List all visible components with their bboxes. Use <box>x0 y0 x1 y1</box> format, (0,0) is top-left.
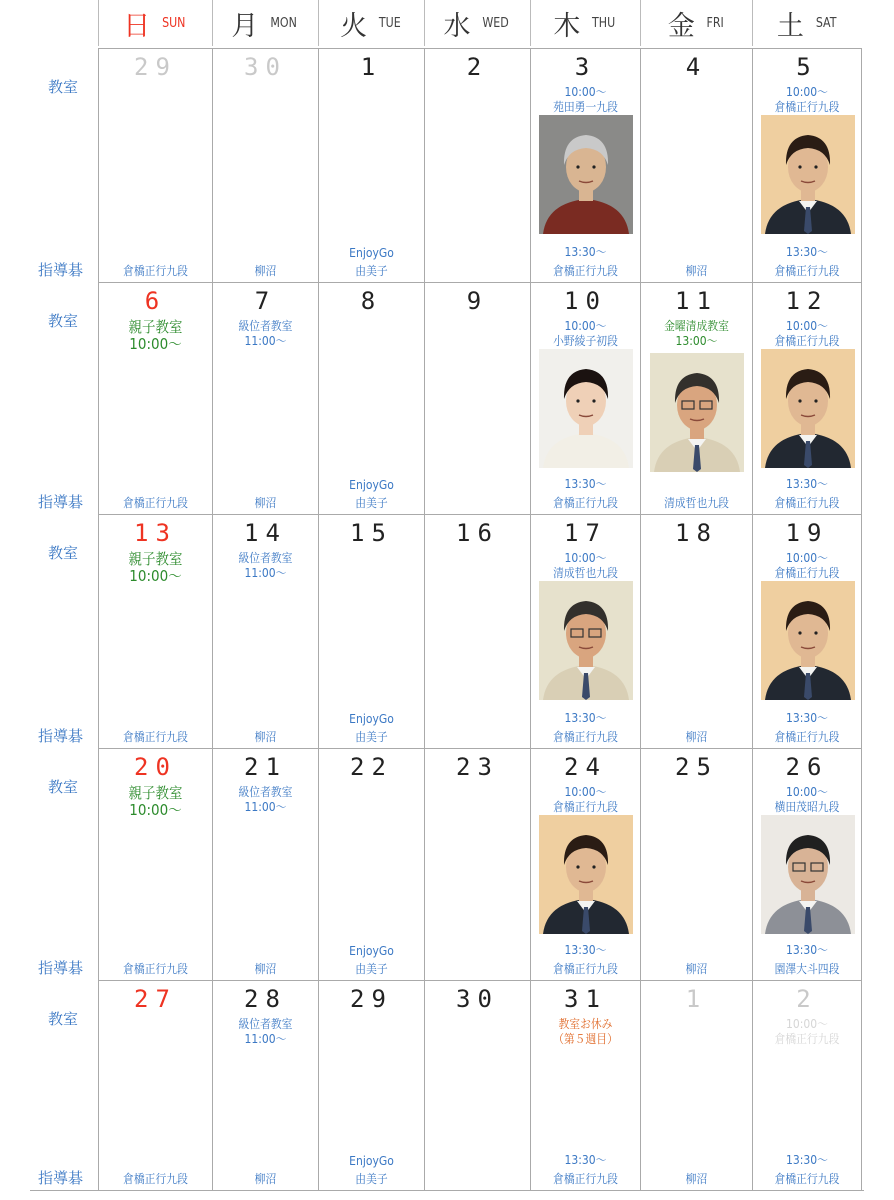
header-wed <box>424 0 530 46</box>
day-number: 31 <box>564 985 607 1013</box>
day-cell[interactable] <box>318 48 424 282</box>
class-time: 10:00〜 <box>786 319 828 333</box>
row-label <box>0 748 98 980</box>
day-cell[interactable] <box>212 514 318 748</box>
lesson-teacher: 倉橋正行九段 <box>553 730 618 744</box>
day-cell[interactable] <box>98 282 212 514</box>
lesson-time: 13:30〜 <box>786 1153 828 1167</box>
row-label <box>0 48 98 282</box>
lesson-teacher: 柳沼 <box>254 1172 277 1186</box>
day-cell[interactable] <box>640 748 752 980</box>
header-kanji: 日 <box>123 10 151 42</box>
event-time: 11:00〜 <box>244 800 287 814</box>
teacher-photo <box>650 353 744 472</box>
row-label-teaching: 指導碁 <box>38 493 84 511</box>
lesson-teacher: 柳沼 <box>254 264 277 278</box>
header-en: SAT <box>815 15 837 31</box>
day-number: 5 <box>796 53 818 81</box>
day-cell[interactable] <box>424 748 530 980</box>
day-cell[interactable] <box>318 514 424 748</box>
row-label-classroom: 教室 <box>48 312 79 330</box>
class-time: 10:00〜 <box>786 1017 828 1031</box>
day-number: 29 <box>134 53 177 81</box>
lesson-time: 13:30〜 <box>564 943 607 957</box>
day-number: 11 <box>675 287 718 315</box>
lesson-teacher: 柳沼 <box>254 962 277 976</box>
lesson-teacher: 倉橋正行九段 <box>553 264 618 278</box>
row-label-teaching: 指導碁 <box>38 727 84 745</box>
event-time: 11:00〜 <box>244 1032 287 1046</box>
lesson-time: 13:30〜 <box>564 477 607 491</box>
day-cell[interactable] <box>318 748 424 980</box>
lesson-teacher: 柳沼 <box>685 1172 708 1186</box>
day-cell[interactable] <box>424 282 530 514</box>
event-time: 11:00〜 <box>244 334 287 348</box>
lesson-time: 13:30〜 <box>786 245 828 259</box>
day-number: 2 <box>466 53 489 81</box>
day-cell[interactable] <box>530 514 640 748</box>
lesson-teacher: 由美子 <box>355 1172 388 1186</box>
lesson-time: EnjoyGo <box>349 1154 394 1168</box>
day-cell[interactable] <box>424 514 530 748</box>
row-label-classroom: 教室 <box>48 778 79 796</box>
day-number: 24 <box>564 753 607 781</box>
day-number: 8 <box>360 287 383 315</box>
lesson-teacher: 園澤大斗四段 <box>774 962 840 976</box>
event-name: 親子教室 <box>128 550 183 568</box>
day-number: 9 <box>466 287 489 315</box>
event-time: （第５週目） <box>553 1032 618 1046</box>
header-kanji: 土 <box>776 10 804 42</box>
teacher-name: 倉橋正行九段 <box>774 334 840 348</box>
header-kanji: 月 <box>231 10 259 42</box>
row-label <box>0 282 98 514</box>
day-number: 6 <box>144 287 167 315</box>
lesson-teacher: 倉橋正行九段 <box>774 1172 840 1186</box>
day-cell[interactable] <box>530 980 640 1190</box>
day-number: 20 <box>134 753 177 781</box>
lesson-teacher: 倉橋正行九段 <box>123 962 188 976</box>
event-name: 親子教室 <box>128 318 183 336</box>
teacher-name: 倉橋正行九段 <box>553 800 618 814</box>
day-number: 14 <box>244 519 287 547</box>
lesson-teacher: 柳沼 <box>685 730 708 744</box>
header-en: THU <box>592 15 616 31</box>
day-cell[interactable] <box>752 282 862 514</box>
header-en: SUN <box>162 15 186 31</box>
day-cell[interactable] <box>640 282 752 514</box>
header-kanji: 火 <box>340 10 368 42</box>
lesson-teacher: 由美子 <box>355 730 388 744</box>
row-label-classroom: 教室 <box>48 78 79 96</box>
day-cell[interactable] <box>212 748 318 980</box>
lesson-time: 13:30〜 <box>786 477 828 491</box>
day-cell[interactable] <box>640 514 752 748</box>
day-number: 21 <box>244 753 287 781</box>
grid-bottom-line <box>30 1190 864 1191</box>
event-name: 親子教室 <box>128 784 183 802</box>
event-name: 級位者教室 <box>238 551 293 565</box>
teacher-photo <box>539 349 633 468</box>
teacher-name: 小野綾子初段 <box>553 334 618 348</box>
lesson-time: EnjoyGo <box>349 246 394 260</box>
lesson-time: 13:30〜 <box>564 245 607 259</box>
day-cell[interactable] <box>98 748 212 980</box>
day-cell[interactable] <box>212 48 318 282</box>
lesson-teacher: 倉橋正行九段 <box>774 730 840 744</box>
day-number: 29 <box>350 985 393 1013</box>
day-number: 4 <box>685 53 708 81</box>
event-time: 10:00〜 <box>129 801 182 819</box>
header-en: WED <box>482 15 510 31</box>
lesson-time: EnjoyGo <box>349 712 394 726</box>
class-time: 10:00〜 <box>786 551 828 565</box>
row-label <box>0 980 98 1190</box>
day-number: 30 <box>456 985 499 1013</box>
header-en: FRI <box>706 15 724 31</box>
day-cell[interactable] <box>98 48 212 282</box>
lesson-teacher: 由美子 <box>355 264 388 278</box>
day-cell[interactable] <box>424 48 530 282</box>
day-number: 10 <box>564 287 607 315</box>
teacher-name: 清成哲也九段 <box>553 566 618 580</box>
day-cell[interactable] <box>424 980 530 1190</box>
header-kanji: 金 <box>667 10 695 42</box>
teacher-photo <box>539 581 633 700</box>
day-cell[interactable] <box>530 282 640 514</box>
day-cell[interactable] <box>752 514 862 748</box>
row-label <box>0 514 98 748</box>
day-number: 3 <box>574 53 597 81</box>
lesson-teacher: 倉橋正行九段 <box>774 496 840 510</box>
day-cell[interactable] <box>752 48 862 282</box>
header-kanji: 木 <box>553 10 581 42</box>
day-cell[interactable] <box>530 48 640 282</box>
lesson-teacher: 倉橋正行九段 <box>123 496 188 510</box>
row-label-teaching: 指導碁 <box>38 959 84 977</box>
row-label-teaching: 指導碁 <box>38 261 84 279</box>
day-number: 28 <box>244 985 287 1013</box>
event-time: 13:00〜 <box>675 334 718 348</box>
lesson-teacher: 柳沼 <box>254 496 277 510</box>
day-number: 27 <box>134 985 177 1013</box>
day-number: 16 <box>456 519 499 547</box>
lesson-time: 13:30〜 <box>786 711 828 725</box>
teacher-name: 苑田勇一九段 <box>553 100 618 114</box>
day-number: 2 <box>796 985 818 1013</box>
day-cell[interactable] <box>98 514 212 748</box>
teacher-photo <box>539 815 633 934</box>
day-number: 17 <box>564 519 607 547</box>
day-cell[interactable] <box>640 980 752 1190</box>
teacher-photo <box>539 115 633 234</box>
day-cell[interactable] <box>318 282 424 514</box>
lesson-teacher: 倉橋正行九段 <box>553 962 618 976</box>
class-time: 10:00〜 <box>564 319 607 333</box>
day-number: 12 <box>785 287 829 315</box>
lesson-teacher: 由美子 <box>355 496 388 510</box>
teacher-photo <box>761 815 855 934</box>
day-cell[interactable] <box>752 980 862 1190</box>
lesson-time: 13:30〜 <box>564 711 607 725</box>
day-number: 26 <box>785 753 829 781</box>
event-time: 11:00〜 <box>244 566 287 580</box>
teacher-photo <box>761 349 855 468</box>
lesson-teacher: 倉橋正行九段 <box>774 264 840 278</box>
day-cell[interactable] <box>530 748 640 980</box>
header-kanji: 水 <box>443 10 471 42</box>
lesson-teacher: 柳沼 <box>254 730 277 744</box>
class-time: 10:00〜 <box>564 85 607 99</box>
lesson-time: EnjoyGo <box>349 944 394 958</box>
row-label-teaching: 指導碁 <box>38 1169 84 1187</box>
day-number: 22 <box>350 753 393 781</box>
event-time: 10:00〜 <box>129 567 182 585</box>
day-cell[interactable] <box>640 48 752 282</box>
teacher-name: 倉橋正行九段 <box>774 100 840 114</box>
event-time: 10:00〜 <box>129 335 182 353</box>
day-number: 30 <box>244 53 287 81</box>
header-thu <box>530 0 640 46</box>
day-number: 25 <box>675 753 718 781</box>
row-label-classroom: 教室 <box>48 1010 79 1028</box>
header-tue <box>318 0 424 46</box>
day-cell[interactable] <box>212 980 318 1190</box>
day-cell[interactable] <box>98 980 212 1190</box>
event-name: 金曜清成教室 <box>664 319 729 333</box>
event-name: 級位者教室 <box>238 785 293 799</box>
teacher-name: 倉橋正行九段 <box>774 1032 840 1046</box>
class-time: 10:00〜 <box>786 85 828 99</box>
day-cell[interactable] <box>212 282 318 514</box>
lesson-teacher: 柳沼 <box>685 962 708 976</box>
event-name: 教室お休み <box>558 1017 613 1031</box>
day-number: 18 <box>675 519 718 547</box>
header-fri <box>640 0 752 46</box>
day-number: 7 <box>254 287 277 315</box>
day-number: 13 <box>134 519 177 547</box>
lesson-teacher: 清成哲也九段 <box>664 496 729 510</box>
lesson-teacher: 柳沼 <box>685 264 708 278</box>
teacher-photo <box>761 115 855 234</box>
day-cell[interactable] <box>752 748 862 980</box>
lesson-time: 13:30〜 <box>564 1153 607 1167</box>
lesson-time: EnjoyGo <box>349 478 394 492</box>
lesson-teacher: 倉橋正行九段 <box>123 264 188 278</box>
day-number: 23 <box>456 753 499 781</box>
lesson-teacher: 倉橋正行九段 <box>123 1172 188 1186</box>
event-name: 級位者教室 <box>238 1017 293 1031</box>
header-mon <box>212 0 318 46</box>
class-time: 10:00〜 <box>564 785 607 799</box>
header-en: TUE <box>379 15 401 31</box>
day-number: 1 <box>685 985 708 1013</box>
class-time: 10:00〜 <box>564 551 607 565</box>
day-cell[interactable] <box>318 980 424 1190</box>
teacher-name: 横田茂昭九段 <box>774 800 840 814</box>
row-label-classroom: 教室 <box>48 544 79 562</box>
lesson-time: 13:30〜 <box>786 943 828 957</box>
day-number: 19 <box>785 519 829 547</box>
class-time: 10:00〜 <box>786 785 828 799</box>
lesson-teacher: 倉橋正行九段 <box>123 730 188 744</box>
header-sat <box>752 0 862 46</box>
header-sun <box>98 0 212 46</box>
day-number: 15 <box>350 519 393 547</box>
lesson-teacher: 由美子 <box>355 962 388 976</box>
lesson-teacher: 倉橋正行九段 <box>553 1172 618 1186</box>
header-en: MON <box>270 15 298 31</box>
teacher-photo <box>761 581 855 700</box>
lesson-teacher: 倉橋正行九段 <box>553 496 618 510</box>
event-name: 級位者教室 <box>238 319 293 333</box>
teacher-name: 倉橋正行九段 <box>774 566 840 580</box>
day-number: 1 <box>360 53 383 81</box>
